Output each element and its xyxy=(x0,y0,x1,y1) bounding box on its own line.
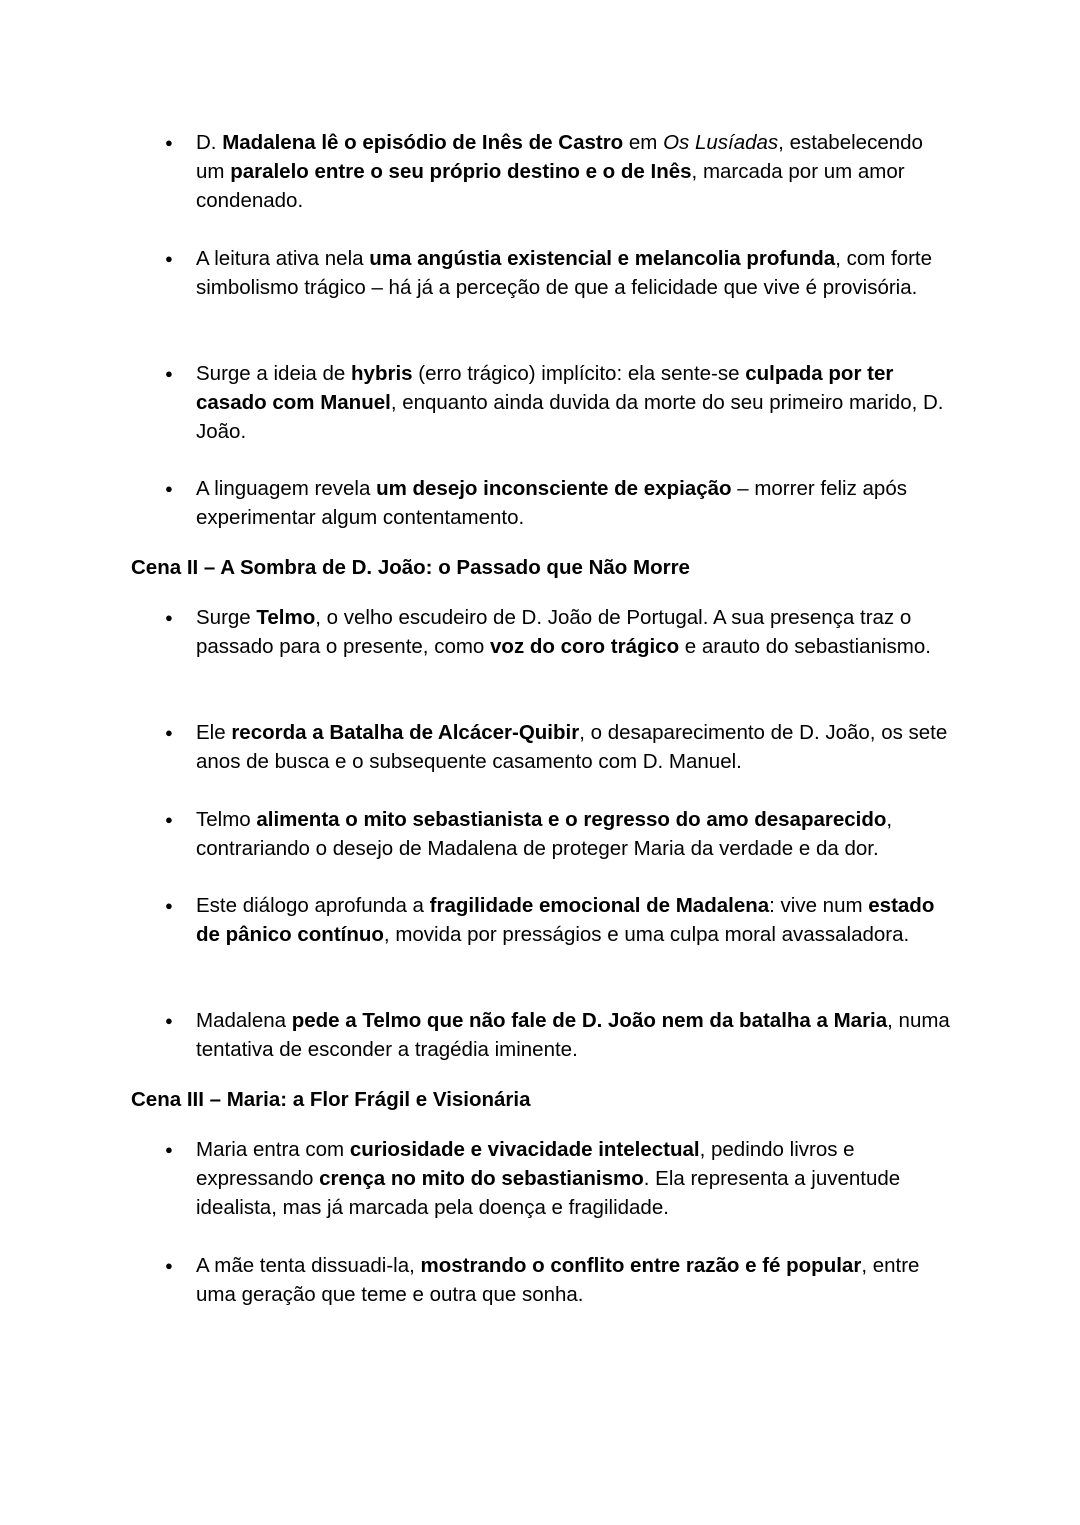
text: , numa tentativa de esconder a tragédia iminente. xyxy=(196,1009,950,1061)
bullet-item xyxy=(196,244,956,302)
bold-text: curiosidade e vivacidade intelectual xyxy=(349,1138,700,1161)
bold-text: uma angústia existencial e melancolia profunda xyxy=(369,247,836,270)
text: , contrariando o desejo de Madalena de proteger Maria da verdade e da dor. xyxy=(196,808,893,860)
text: , enquanto ainda duvida da morte do seu primeiro marido, D. João. xyxy=(196,391,944,443)
text: Surge xyxy=(196,606,257,629)
text: A linguagem revela xyxy=(196,477,377,500)
text: A leitura ativa nela xyxy=(196,247,370,270)
bold-text: pede a Telmo que não fale de D. João nem da batalha a Maria xyxy=(291,1009,888,1032)
text: Este diálogo aprofunda a xyxy=(196,894,430,917)
bold-text: fragilidade emocional de Madalena xyxy=(429,894,770,917)
text: A mãe tenta dissuadi-la, xyxy=(196,1254,421,1277)
bold-text: paralelo entre o seu próprio destino e o de Inês xyxy=(230,160,692,183)
bullet-item xyxy=(196,474,956,532)
text: – morrer feliz após experimentar algum contentamento. xyxy=(196,477,907,529)
text: , entre uma geração que teme e outra que sonha. xyxy=(196,1254,920,1306)
bold-text: voz do coro trágico xyxy=(490,635,680,658)
bullet-item xyxy=(196,1006,956,1064)
text: , movida por presságios e uma culpa moral avassaladora. xyxy=(383,923,910,946)
bullet-item xyxy=(196,1251,956,1309)
text: , o velho escudeiro de D. João de Portugal. A sua presença traz o passado para o presente, como xyxy=(196,606,912,658)
section-heading-cena-iii: Cena III – Maria: a Flor Frágil e Visionária xyxy=(131,1088,531,1111)
bold-text: Telmo xyxy=(256,606,316,629)
bold-text: recorda a Batalha de Alcácer-Quibir xyxy=(231,721,580,744)
text: , marcada por um amor condenado. xyxy=(196,160,905,212)
section-heading-cena-ii: Cena II – A Sombra de D. João: o Passado que Não Morre xyxy=(131,556,690,579)
text: em xyxy=(623,131,664,154)
text: Surge a ideia de xyxy=(196,362,352,385)
bold-text: alimenta o mito sebastianista e o regresso do amo desaparecido xyxy=(256,808,887,831)
bullet-item xyxy=(196,891,956,949)
text: , o desaparecimento de D. João, os sete anos de busca e o subsequente casamento com D. Manuel. xyxy=(196,721,948,773)
text: , com forte simbolismo trágico – há já a perceção de que a felicidade que vive é provisória. xyxy=(196,247,933,299)
text: (erro trágico) implícito: ela sente-se xyxy=(412,362,746,385)
bold-text: Madalena lê o episódio de Inês de Castro xyxy=(222,131,624,154)
bullet-item xyxy=(196,1135,956,1222)
bold-text: culpada por ter casado com Manuel xyxy=(196,362,894,414)
bullet-item xyxy=(196,128,956,215)
text: . Ela representa a juventude idealista, mas já marcada pela doença e fragilidade. xyxy=(196,1167,901,1219)
text: Maria entra com xyxy=(196,1138,350,1161)
text: D. xyxy=(196,131,223,154)
text: , pedindo livros e expressando xyxy=(196,1138,855,1190)
text: e arauto do sebastianismo. xyxy=(679,635,931,658)
text: Ele xyxy=(196,721,232,744)
bullet-item xyxy=(196,718,956,776)
bold-text: crença no mito do sebastianismo xyxy=(319,1167,644,1190)
bullet-item xyxy=(196,359,956,446)
bullet-item xyxy=(196,805,956,863)
text: Madalena xyxy=(196,1009,292,1032)
bold-text: mostrando o conflito entre razão e fé popular xyxy=(420,1254,862,1277)
italic-text: Os Lusíadas xyxy=(663,131,779,154)
text: : vive num xyxy=(769,894,869,917)
bold-text: estado de pânico contínuo xyxy=(196,894,935,946)
bold-text: hybris xyxy=(351,362,413,385)
bold-text: um desejo inconsciente de expiação xyxy=(376,477,732,500)
text: Telmo xyxy=(196,808,257,831)
text: , estabelecendo um xyxy=(196,131,923,183)
bullet-item xyxy=(196,603,956,661)
